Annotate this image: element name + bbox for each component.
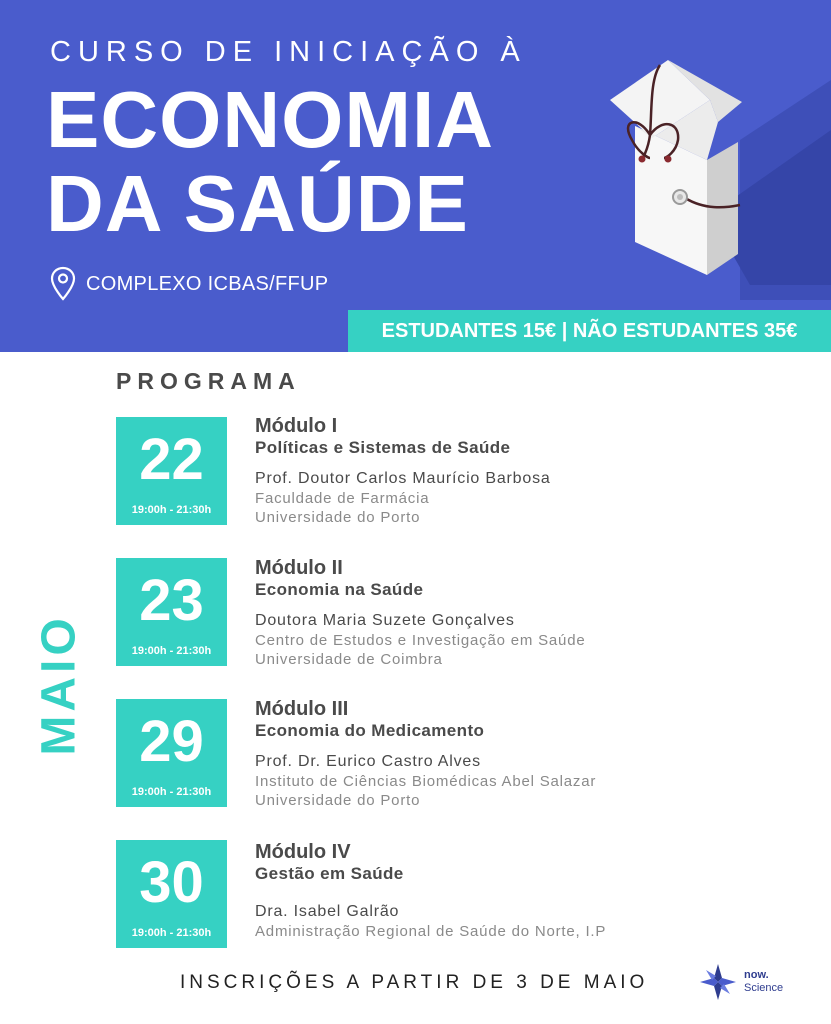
session-time: 19:00h - 21:30h (131, 645, 212, 657)
module-institution: Universidade de Coimbra (255, 651, 443, 668)
house-stethoscope-illustration (590, 40, 831, 300)
module-topic: Gestão em Saúde (255, 864, 404, 883)
header-banner (0, 0, 831, 352)
session-time: 19:00h - 21:30h (131, 927, 212, 939)
price-bar: ESTUDANTES 15€ | NÃO ESTUDANTES 35€ (348, 310, 831, 352)
module-institution: Universidade do Porto (255, 792, 421, 809)
module-topic: Economia na Saúde (255, 580, 424, 599)
module-institution: Universidade do Porto (255, 509, 421, 526)
date-box-module-4 (116, 840, 227, 948)
date-box-module-3 (116, 699, 227, 807)
date-box-module-2 (116, 558, 227, 666)
registration-notice: INSCRIÇÕES A PARTIR DE 3 DE MAIO (180, 972, 649, 993)
month-label (32, 600, 86, 770)
module-2 (255, 557, 815, 669)
location-pin-icon (50, 266, 76, 302)
module-institution: Centro de Estudos e Investigação em Saúde (255, 632, 586, 649)
location-text: COMPLEXO ICBAS/FFUP (86, 272, 329, 295)
module-title: Módulo IV (255, 841, 351, 863)
logo-text-science: Science (744, 982, 784, 994)
session-time: 19:00h - 21:30h (131, 504, 212, 516)
day-number: 22 (139, 427, 204, 492)
date-box-module-1 (116, 417, 227, 525)
module-4 (255, 841, 815, 941)
module-topic: Políticas e Sistemas de Saúde (255, 438, 511, 457)
session-time: 19:00h - 21:30h (131, 786, 212, 798)
module-speaker: Doutora Maria Suzete Gonçalves (255, 612, 515, 629)
day-number: 23 (139, 568, 204, 633)
now-science-logo (698, 962, 783, 1002)
course-title-line1: ECONOMIA (46, 75, 494, 164)
logo-text-now: now. (744, 969, 769, 981)
module-title: Módulo II (255, 557, 343, 579)
module-speaker: Dra. Isabel Galrão (255, 903, 400, 920)
location (50, 266, 328, 302)
module-institution: Instituto de Ciências Biomédicas Abel Salazar (255, 773, 597, 790)
module-1 (255, 415, 815, 527)
module-speaker: Prof. Dr. Eurico Castro Alves (255, 753, 481, 770)
module-title: Módulo I (255, 415, 338, 437)
module-speaker: Prof. Doutor Carlos Maurício Barbosa (255, 470, 551, 487)
program-heading: PROGRAMA (116, 368, 301, 394)
day-number: 29 (139, 709, 204, 774)
module-institution: Faculdade de Farmácia (255, 490, 430, 507)
module-institution: Administração Regional de Saúde do Norte, I.P (255, 923, 607, 940)
course-title-line2: DA SAÚDE (46, 159, 469, 248)
module-title: Módulo III (255, 698, 349, 720)
day-number: 30 (139, 850, 204, 915)
module-3 (255, 698, 815, 810)
month-text: MAIO (32, 614, 86, 756)
now-science-logo-icon (698, 962, 738, 1002)
module-topic: Economia do Medicamento (255, 721, 485, 740)
course-subtitle: CURSO DE INICIAÇÃO À (50, 36, 527, 68)
